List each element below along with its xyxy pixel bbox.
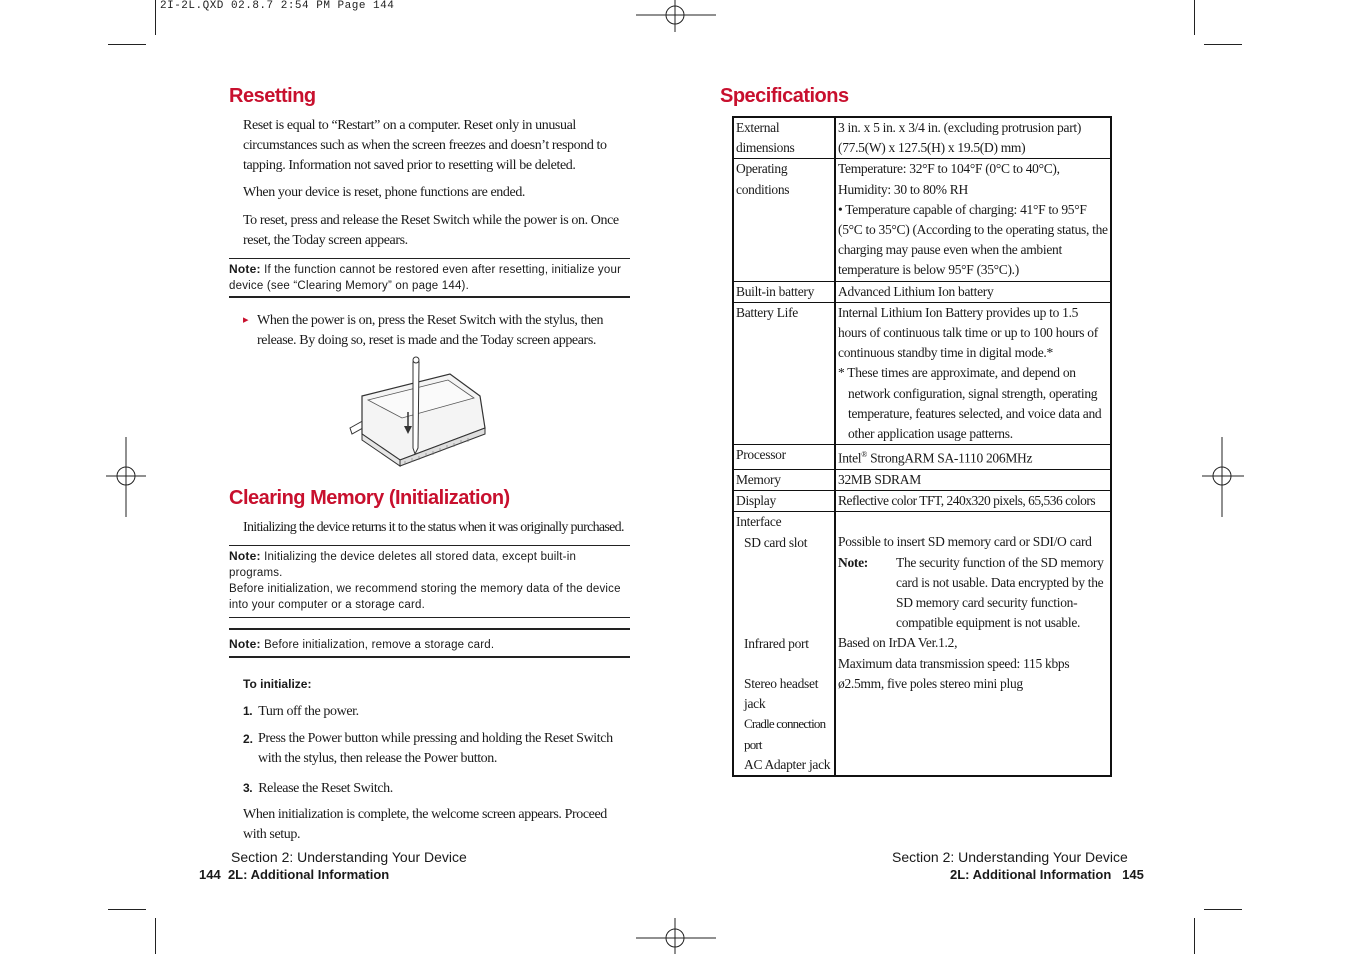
step-text: Release the Reset Switch.	[258, 781, 393, 796]
note-label: Note:	[838, 554, 868, 570]
crop-mark	[108, 44, 146, 45]
spec-value-part: Intel	[838, 450, 862, 466]
spec-label	[733, 512, 835, 776]
registration-mark-icon	[106, 437, 146, 517]
section-title-clearing-memory: Clearing Memory (Initialization)	[229, 487, 510, 509]
note-text: Initializing the device deletes all stored data, except built-in programs.	[229, 551, 577, 579]
spec-label: Processor	[733, 445, 835, 470]
note-rule-bottom	[229, 296, 630, 298]
registered-mark: ®	[861, 450, 868, 460]
steps-label: To initialize:	[243, 677, 312, 691]
spec-value	[835, 159, 1111, 281]
file-slug: 2I-2L.QXD 02.8.7 2:54 PM Page 144	[160, 0, 395, 12]
spec-value-line: 3 in. x 5 in. x 3/4 in. (excluding protrusion part)	[838, 120, 1082, 135]
spec-value-part: StrongARM SA-1110 206MHz	[867, 450, 1033, 466]
step-item	[243, 729, 623, 769]
note-rule-bottom	[229, 656, 630, 658]
table-row	[733, 117, 1111, 159]
section-title-resetting: Resetting	[229, 85, 316, 107]
spec-label: Battery Life	[733, 302, 835, 444]
crop-mark	[1194, 918, 1195, 954]
spec-value	[835, 302, 1111, 444]
step-1	[243, 701, 623, 722]
crop-mark	[1204, 909, 1242, 910]
step-text: Turn off the power.	[258, 704, 359, 719]
note-text: The security function of the SD memory card is not usable. Data encrypted by the SD memory card security function-compatible equipment is not usable.	[896, 554, 1104, 631]
spec-value	[835, 445, 1111, 470]
footer-page-left	[199, 867, 389, 882]
spec-value: Advanced Lithium Ion battery	[835, 281, 1111, 302]
spec-value-line: Possible to insert SD memory card or SDI/O card	[838, 534, 1092, 550]
reset-bullet-text: When the power is on, press the Reset Switch with the stylus, then release. By doing so, reset is made and the Today screen appears.	[257, 313, 604, 348]
step-item	[243, 701, 623, 722]
crop-mark	[155, 0, 156, 35]
spec-value-line: Maximum data transmission speed: 115 kbps	[838, 655, 1070, 671]
section-title-specifications: Specifications	[720, 85, 849, 107]
step-number: 2.	[243, 732, 254, 746]
footer-page-right	[950, 867, 1144, 882]
crop-mark	[155, 918, 156, 954]
page-number: 144	[199, 867, 221, 882]
spec-footnote: * These times are approximate, and depend on network configuration, signal strength, operating temperature, features selected, and voice data and other application usage patterns.	[838, 365, 1102, 442]
page-number: 145	[1122, 867, 1144, 882]
note-text: Before initialization, remove a storage card.	[260, 639, 495, 651]
spec-value: Reflective color TFT, 240x320 pixels, 65,536 colors	[835, 491, 1111, 512]
triangle-bullet-icon: ▸	[243, 313, 249, 326]
resetting-paragraph-1: Reset is equal to “Restart” on a computer. Reset only in unusual circumstances such as when the screen freezes and doesn’t respond to tapping. Information not saved prior to resetting will be deleted.	[243, 118, 607, 173]
table-row	[733, 302, 1111, 444]
note-rule-top	[229, 628, 630, 630]
spec-value: 32MB SDRAM	[835, 469, 1111, 490]
step-3	[243, 778, 623, 799]
footer-section-right: Section 2: Understanding Your Device	[892, 849, 1128, 865]
spec-label: Display	[733, 491, 835, 512]
step-number: 3.	[243, 781, 253, 795]
note-label: Note:	[229, 637, 261, 651]
table-row	[733, 469, 1111, 490]
chapter-label: 2L: Additional Information	[227, 867, 390, 882]
table-row	[733, 491, 1111, 512]
spec-value-line: Temperature: 32°F to 104°F (0°C to 40°C), Humidity: 30 to 80% RH	[838, 161, 1060, 197]
chapter-label: 2L: Additional Information	[950, 867, 1112, 882]
table-row	[733, 445, 1111, 470]
resetting-note	[229, 261, 630, 294]
note-text: If the function cannot be restored even after resetting, initialize your device (see “Clearing Memory” on page 144).	[229, 264, 622, 292]
resetting-paragraph-2: When your device is reset, phone functions are ended.	[243, 185, 526, 200]
registration-mark-icon	[1202, 437, 1244, 517]
note-text-2: Before initialization, we recommend storing the memory data of the device into your computer or a storage card.	[229, 583, 621, 611]
step-number: 1.	[243, 704, 253, 718]
clearing-paragraph: Initializing the device returns it to the status when it was originally purchased.	[243, 520, 624, 535]
note-label: Note:	[229, 549, 261, 563]
device-stylus-illustration	[340, 356, 490, 468]
registration-mark-icon	[636, 0, 716, 32]
spec-value-line: • Temperature capable of charging: 41°F to 95°F (5°C to 35°C) (According to the operating status, the charging may pause even when the ambient temperature is below 95°F (35°C).)	[838, 201, 1108, 278]
footer-section-left: Section 2: Understanding Your Device	[231, 849, 467, 865]
specifications-table	[732, 116, 1112, 777]
interface-label: Interface	[736, 514, 782, 530]
note-rule-top	[229, 258, 630, 259]
spec-label: Operating conditions	[733, 159, 835, 281]
spec-value	[835, 117, 1111, 159]
crop-mark	[1204, 44, 1242, 45]
spec-label: External dimensions	[733, 117, 835, 159]
note-label: Note:	[229, 262, 261, 276]
registration-mark-icon	[636, 918, 716, 954]
interface-sub-label: Infrared port	[744, 635, 809, 651]
note-rule-bottom	[229, 617, 630, 618]
closing-paragraph: When initialization is complete, the welcome screen appears. Proceed with setup.	[243, 807, 607, 842]
interface-sub-label: Cradle connection port	[744, 716, 826, 752]
spec-label: Memory	[733, 469, 835, 490]
spec-value-line: (77.5(W) x 127.5(H) x 19.5(D) mm)	[838, 140, 1026, 156]
spec-value	[835, 512, 1111, 776]
table-row	[733, 281, 1111, 302]
interface-sub-label: SD card slot	[744, 534, 808, 550]
interface-sub-label: Stereo headset jack	[744, 675, 819, 712]
spec-value-line: ø2.5mm, five poles stereo mini plug	[838, 675, 1023, 691]
clearing-note-1	[229, 548, 630, 613]
crop-mark	[1194, 0, 1195, 35]
reset-bullet	[243, 311, 623, 351]
spec-label: Built-in battery	[733, 281, 835, 302]
spec-value-line: Based on IrDA Ver.1.2,	[838, 635, 958, 651]
crop-mark	[108, 909, 146, 910]
note-rule-top	[229, 545, 630, 546]
sd-note	[838, 553, 1108, 634]
step-item	[243, 778, 623, 799]
spec-value-line: Internal Lithium Ion Battery provides up to 1.5 hours of continuous talk time or up to 100 hours of continuous standby time in digital mode.*	[838, 304, 1098, 361]
table-row	[733, 159, 1111, 281]
resetting-paragraph-3: To reset, press and release the Reset Switch while the power is on. Once reset, the Today screen appears.	[243, 213, 619, 248]
clearing-note-2	[229, 636, 630, 653]
step-text: Press the Power button while pressing and holding the Reset Switch with the stylus, then release the Power button.	[258, 731, 613, 766]
table-row	[733, 512, 1111, 776]
interface-sub-label: AC Adapter jack	[744, 756, 831, 772]
